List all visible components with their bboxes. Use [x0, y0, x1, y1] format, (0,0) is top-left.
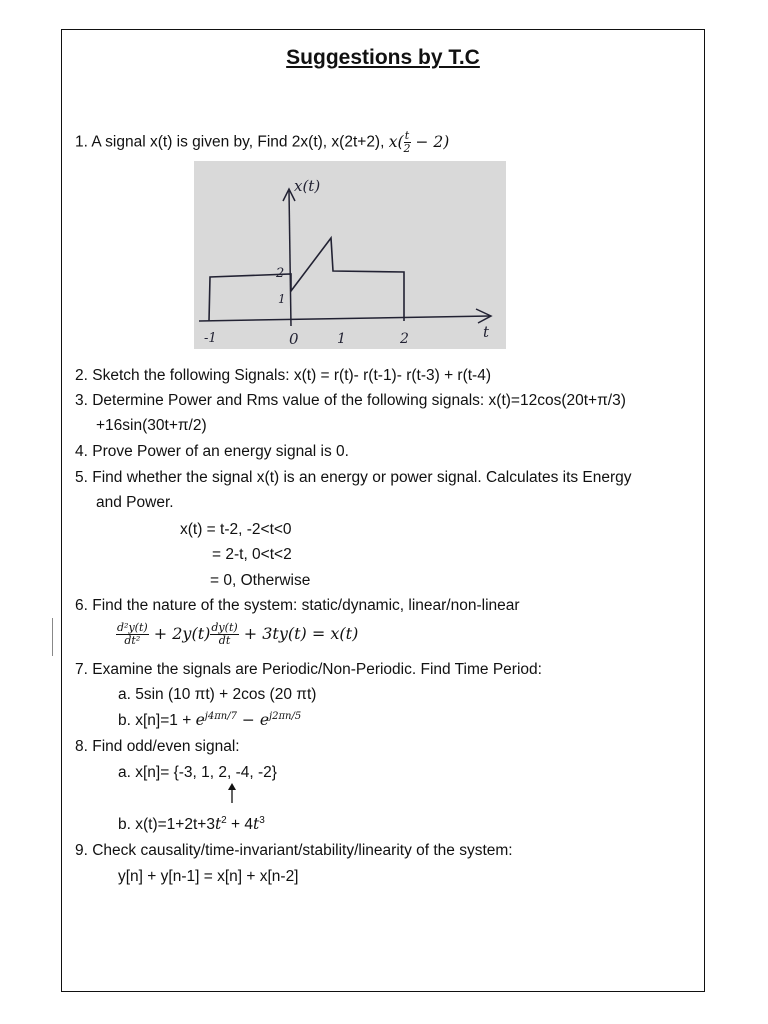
question-4: 4. Prove Power of an energy signal is 0.	[75, 443, 349, 460]
question-9: 9. Check causality/time-invariant/stability/linearity of the system:	[75, 842, 513, 859]
question-5-case-3: = 0, Otherwise	[210, 572, 311, 589]
question-8a: a. x[n]= {-3, 1, 2, -4, -2}	[118, 764, 277, 781]
math-prefix: x(	[388, 132, 404, 151]
exp-power: j4πn/7	[204, 711, 237, 722]
question-2: 2. Sketch the following Signals: x(t) = r(t)- r(t-1)- r(t-3) + r(t-4)	[75, 367, 492, 384]
second-derivative-fraction	[116, 622, 149, 647]
fraction-numerator: t	[404, 129, 410, 142]
question-9-equation: y[n] + y[n-1] = x[n] + x[n-2]	[118, 868, 299, 885]
question-3-line-1: 3. Determine Power and Rms value of the following signals: x(t)=12cos(20t+π/3)	[75, 392, 626, 409]
y-tick-2: 2	[276, 266, 285, 281]
exp-base: e	[195, 711, 205, 730]
question-1	[75, 130, 449, 155]
signal-trace	[209, 238, 404, 321]
question-5-line-2: and Power.	[96, 494, 174, 511]
question-7b-prefix: b. x[n]=1 +	[118, 712, 196, 730]
question-7b-exponentials	[196, 711, 302, 729]
variable-t: t	[253, 815, 260, 834]
question-8: 8. Find odd/even signal:	[75, 738, 240, 755]
t-axis	[199, 316, 490, 321]
first-derivative-fraction	[210, 622, 238, 647]
x-tick-0: 0	[289, 330, 299, 348]
y-tick-1: 1	[278, 292, 286, 306]
fraction-denominator: 2	[403, 142, 411, 155]
signal-graph	[194, 161, 506, 349]
fraction-denominator: dt	[218, 634, 231, 647]
x-tick-2: 2	[400, 331, 409, 347]
variable-t: t	[214, 815, 222, 834]
equation-middle: + 2y(t)	[148, 624, 211, 643]
fraction	[404, 130, 411, 155]
y-axis-label: x(t)	[294, 177, 321, 195]
origin-arrow-icon	[226, 782, 238, 804]
question-8b	[118, 815, 265, 834]
question-6-equation	[116, 622, 358, 647]
exp-power: j2πn/5	[269, 711, 302, 722]
x-tick-minus-1: -1	[204, 331, 217, 346]
equation-end: + 3ty(t) = x(t)	[238, 624, 359, 643]
question-7: 7. Examine the signals are Periodic/Non-Periodic. Find Time Period:	[75, 661, 542, 678]
question-5-line-1: 5. Find whether the signal x(t) is an energy or power signal. Calculates its Energy	[75, 469, 632, 486]
exponent: 2	[221, 815, 227, 826]
question-sheet	[61, 29, 705, 992]
question-8b-prefix: b. x(t)=1+2t+3	[118, 816, 215, 834]
x-axis-label: t	[483, 323, 490, 341]
math-suffix: − 2)	[410, 132, 450, 151]
question-5-case-1: x(t) = t-2, -2<t<0	[180, 521, 292, 538]
fraction-denominator: dt²	[124, 634, 141, 647]
margin-mark	[52, 618, 53, 656]
fraction-numerator: dy(t)	[211, 621, 238, 634]
minus-sign: −	[236, 711, 260, 730]
question-3-line-2: +16sin(30t+π/2)	[96, 417, 207, 434]
x-tick-1: 1	[337, 331, 346, 347]
exponent: 3	[259, 815, 265, 826]
plus-term: + 4	[226, 816, 254, 834]
question-1-text: 1. A signal x(t) is given by, Find 2x(t), x(2t+2),	[75, 133, 389, 151]
fraction-numerator: d²y(t)	[117, 621, 148, 634]
question-6: 6. Find the nature of the system: static/dynamic, linear/non-linear	[75, 597, 520, 614]
question-5-case-2: = 2-t, 0<t<2	[212, 546, 292, 563]
question-7a: a. 5sin (10 πt) + 2cos (20 πt)	[118, 686, 317, 703]
exp-base: e	[259, 711, 269, 730]
y-axis	[289, 191, 291, 326]
question-7b	[118, 711, 301, 730]
question-1-math	[388, 129, 450, 155]
page-title: Suggestions by T.C	[286, 46, 480, 69]
